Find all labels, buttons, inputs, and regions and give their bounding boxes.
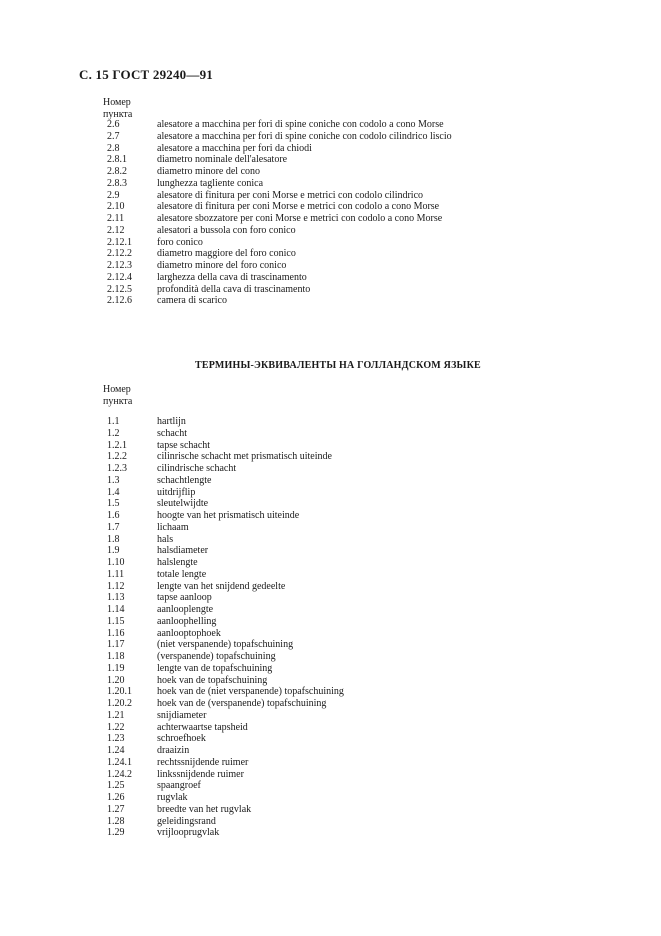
term-text: larghezza della cava di trascinamento	[157, 271, 307, 283]
term-text: lunghezza tagliente conica	[157, 177, 264, 189]
term-row	[0, 440, 661, 452]
term-number: 1.8	[107, 533, 120, 545]
term-row	[0, 792, 661, 804]
term-row	[0, 639, 661, 651]
term-row	[0, 616, 661, 628]
term-row	[0, 475, 661, 487]
term-number: 2.11	[107, 213, 125, 224]
term-number: 1.29	[107, 827, 125, 839]
term-number: 1.10	[107, 557, 125, 568]
term-number: 1.20	[107, 674, 125, 686]
term-number: 1.25	[107, 780, 125, 792]
term-text: vrijlooprugvlak	[157, 827, 220, 839]
term-number: 2.12.1	[107, 236, 132, 248]
italian-column-label	[103, 97, 132, 120]
term-row	[0, 722, 661, 734]
term-row	[0, 569, 661, 581]
term-text: diametro minore del cono	[157, 166, 261, 177]
term-number: 1.17	[107, 639, 125, 651]
term-row	[0, 131, 661, 143]
term-text: alesatore a macchina per fori di spine coniche con codolo cilindrico liscio	[157, 130, 452, 142]
term-number: 1.15	[107, 615, 125, 627]
term-text: hoogte van het prismatisch uiteinde	[157, 510, 300, 521]
column-label-line1: Номер	[103, 97, 131, 108]
term-text: alesatore di finitura per coni Morse e metrici con codolo cilindrico	[157, 189, 424, 201]
term-text: breedte van het rugvlak	[157, 803, 252, 815]
term-row	[0, 675, 661, 687]
section-title-text: ТЕРМИНЫ-ЭКВИВАЛЕНТЫ НА ГОЛЛАНДСКОМ ЯЗЫКЕ	[195, 360, 481, 371]
term-text: halslengte	[157, 557, 198, 568]
term-number: 2.8	[107, 142, 120, 154]
term-text: alesatore sbozzatore per coni Morse e metrici con codolo a cono Morse	[157, 213, 443, 224]
term-number: 2.6	[107, 119, 120, 130]
column-label-line1: Номер	[103, 384, 131, 395]
italian-term-list	[0, 119, 661, 307]
column-label-line2: пункта	[103, 395, 133, 407]
term-row	[0, 248, 661, 260]
term-number: 1.2.3	[107, 463, 127, 474]
term-number: 2.12.4	[107, 271, 132, 283]
term-text: profondità della cava di trascinamento	[157, 283, 311, 295]
term-row	[0, 487, 661, 499]
term-number: 1.6	[107, 510, 120, 521]
term-row	[0, 178, 661, 190]
term-row	[0, 557, 661, 569]
term-number: 1.2.2	[107, 451, 127, 463]
term-number: 1.23	[107, 733, 125, 745]
term-row	[0, 451, 661, 463]
term-text: alesatore a macchina per fori di spine coniche con codolo a cono Morse	[157, 119, 444, 130]
dutch-term-list	[0, 416, 661, 839]
term-row	[0, 592, 661, 604]
term-text: schroefhoek	[157, 733, 206, 745]
term-row	[0, 510, 661, 522]
term-row	[0, 416, 661, 428]
term-number: 2.12.6	[107, 295, 132, 307]
term-text: alesatori a bussola con foro conico	[157, 224, 296, 236]
term-text: lengte van de topafschuining	[157, 662, 273, 674]
term-number: 1.13	[107, 592, 125, 604]
term-row	[0, 769, 661, 781]
term-row	[0, 604, 661, 616]
term-text: lichaam	[157, 521, 189, 533]
term-number: 1.3	[107, 474, 120, 486]
term-row	[0, 190, 661, 202]
term-row	[0, 237, 661, 249]
term-number: 1.28	[107, 815, 125, 827]
term-text: hals	[157, 533, 174, 545]
term-number: 2.12.2	[107, 248, 132, 260]
term-row	[0, 710, 661, 722]
term-text: diametro nominale dell'alesatore	[157, 154, 288, 166]
term-text: tapse aanloop	[157, 592, 212, 604]
term-text: cilinrische schacht met prismatisch uiteinde	[157, 451, 332, 463]
term-text: snijdiameter	[157, 709, 207, 721]
term-row	[0, 260, 661, 272]
term-text: hoek van de (niet verspanende) topafschuining	[157, 686, 344, 698]
term-row	[0, 827, 661, 839]
term-text: draaizin	[157, 745, 190, 756]
term-number: 1.24.1	[107, 756, 132, 768]
term-number: 1.24.2	[107, 768, 132, 780]
term-row	[0, 534, 661, 546]
term-number: 2.12	[107, 224, 125, 236]
term-text: alesatore a macchina per fori da chiodi	[157, 142, 312, 154]
term-row	[0, 522, 661, 534]
term-row	[0, 201, 661, 213]
term-text: aanlooplengte	[157, 604, 214, 615]
term-text: diametro minore del foro conico	[157, 260, 287, 271]
term-number: 1.20.2	[107, 698, 132, 709]
term-text: hoek van de topafschuining	[157, 674, 268, 686]
term-row	[0, 804, 661, 816]
term-row	[0, 780, 661, 792]
term-text: aanlooptophoek	[157, 627, 221, 639]
term-number: 2.10	[107, 201, 125, 213]
term-number: 2.12.3	[107, 260, 132, 271]
term-text: foro conico	[157, 236, 203, 248]
term-number: 2.8.3	[107, 177, 127, 189]
term-row	[0, 143, 661, 155]
term-number: 2.12.5	[107, 283, 132, 295]
term-text: halsdiameter	[157, 545, 209, 557]
term-number: 1.11	[107, 568, 125, 580]
term-number: 1.16	[107, 627, 125, 639]
term-row	[0, 663, 661, 675]
term-row	[0, 213, 661, 225]
term-row	[0, 428, 661, 440]
term-row	[0, 295, 661, 307]
term-number: 2.9	[107, 189, 120, 201]
term-row	[0, 498, 661, 510]
term-number: 1.12	[107, 580, 125, 592]
term-text: diametro maggiore del foro conico	[157, 248, 296, 260]
term-row	[0, 581, 661, 593]
term-text: aanloophelling	[157, 615, 217, 627]
term-text: rechtssnijdende ruimer	[157, 756, 249, 768]
term-number: 1.9	[107, 545, 120, 557]
term-row	[0, 745, 661, 757]
term-text: spaangroef	[157, 780, 201, 792]
term-text: (niet verspanende) topafschuining	[157, 639, 294, 651]
term-number: 1.4	[107, 486, 120, 498]
term-row	[0, 628, 661, 640]
term-number: 1.5	[107, 498, 120, 510]
term-number: 1.24	[107, 745, 125, 756]
term-number: 1.7	[107, 521, 120, 533]
term-row	[0, 733, 661, 745]
term-text: achterwaartse tapsheid	[157, 721, 248, 733]
term-text: hoek van de (verspanende) topafschuining	[157, 698, 327, 709]
term-row	[0, 166, 661, 178]
term-text: lengte van het snijdend gedeelte	[157, 580, 286, 592]
term-text: schachtlengte	[157, 474, 212, 486]
term-number: 1.2.1	[107, 439, 127, 451]
term-text: cilindrische schacht	[157, 463, 237, 474]
term-number: 1.18	[107, 651, 125, 662]
term-number: 2.7	[107, 130, 120, 142]
term-text: sleutelwijdte	[157, 498, 209, 510]
column-label-line2: пункта	[103, 108, 133, 120]
term-number: 1.1	[107, 416, 120, 427]
term-text: camera di scarico	[157, 295, 227, 307]
term-row	[0, 651, 661, 663]
term-number: 1.14	[107, 604, 125, 615]
page-header: С. 15 ГОСТ 29240—91	[79, 67, 213, 82]
term-number: 1.22	[107, 721, 125, 733]
term-row	[0, 119, 661, 131]
term-number: 1.26	[107, 792, 125, 803]
term-text: (verspanende) topafschuining	[157, 651, 276, 662]
term-row	[0, 545, 661, 557]
term-row	[0, 686, 661, 698]
term-text: alesatore di finitura per coni Morse e metrici con codolo a cono Morse	[157, 201, 440, 213]
term-text: rugvlak	[157, 792, 188, 803]
term-row	[0, 816, 661, 828]
dutch-column-label	[103, 384, 132, 407]
term-row	[0, 757, 661, 769]
term-text: hartlijn	[157, 416, 186, 427]
term-number: 2.8.1	[107, 154, 127, 166]
term-row	[0, 284, 661, 296]
term-number: 1.27	[107, 803, 125, 815]
term-text: schacht	[157, 427, 187, 439]
term-number: 1.21	[107, 709, 125, 721]
term-row	[0, 272, 661, 284]
term-number: 2.8.2	[107, 166, 127, 177]
term-text: totale lengte	[157, 568, 207, 580]
term-text: linkssnijdende ruimer	[157, 768, 244, 780]
term-number: 1.20.1	[107, 686, 132, 698]
term-row	[0, 225, 661, 237]
term-row	[0, 154, 661, 166]
term-number: 1.2	[107, 427, 120, 439]
term-number: 1.19	[107, 662, 125, 674]
term-text: uitdrijflip	[157, 486, 196, 498]
term-row	[0, 698, 661, 710]
term-text: tapse schacht	[157, 439, 211, 451]
term-text: geleidingsrand	[157, 815, 216, 827]
term-row	[0, 463, 661, 475]
